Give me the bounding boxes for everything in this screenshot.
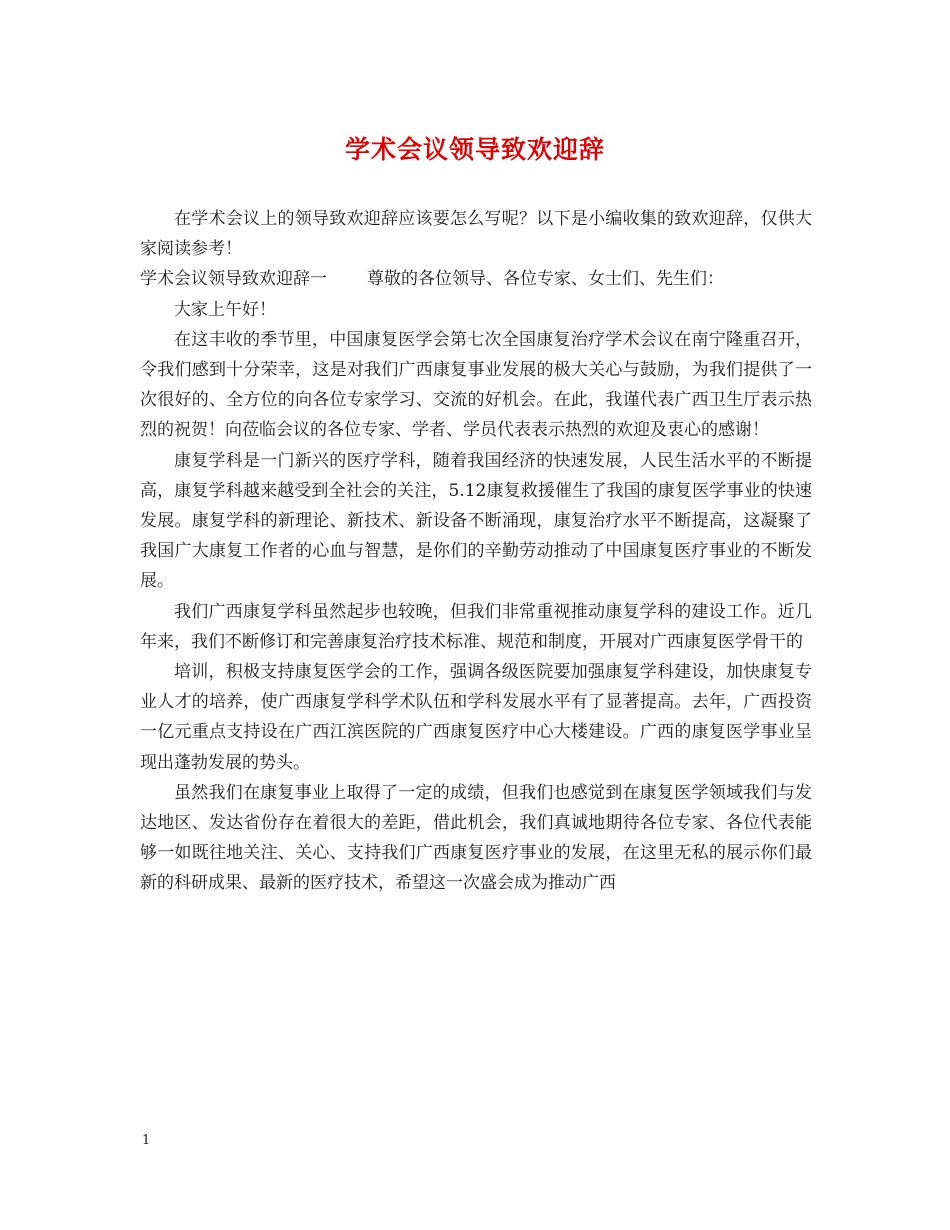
intro-paragraph: 在学术会议上的领导致欢迎辞应该要怎么写呢？以下是小编收集的致欢迎辞，仅供大家阅读参考！ xyxy=(140,209,812,260)
page-number: 1 xyxy=(142,1133,151,1148)
paragraph-2: 康复学科是一门新兴的医疗学科，随着我国经济的快速发展，人民生活水平的不断提高，康复学科越来越受到全社会的关注，5.12康复救援催生了我国的康复医学事业的快速发展。康复学科的新理论、新技术、新设备不断涌现，康复治疗水平不断提高，这凝聚了我国广大康复工作者的心血与智慧，是你们的辛勤劳动推动了中国康复医疗事业的不断发展。 xyxy=(140,450,812,592)
paragraph-4: 培训，积极支持康复医学会的工作，强调各级医院要加强康复学科建设，加快康复专业人才的培养，使广西康复学科学术队伍和学科发展水平有了显著提高。去年，广西投资一亿元重点支持设在广西江滨医院的广西康复医疗中心大楼建设。广西的康复医学事业呈现出蓬勃发展的势头。 xyxy=(140,662,812,773)
paragraph-3: 我们广西康复学科虽然起步也较晚，但我们非常重视推动康复学科的建设工作。近几年来，我们不断修订和完善康复治疗技术标准、规范和制度，开展对广西康复医学骨干的 xyxy=(140,601,812,652)
document-title: 学术会议领导致欢迎辞 xyxy=(344,135,605,164)
section-heading-line xyxy=(140,264,812,294)
salutation: 尊敬的各位领导、各位专家、女士们、先生们： xyxy=(367,269,724,290)
document-body xyxy=(140,204,812,899)
paragraph-1: 在这丰收的季节里，中国康复医学会第七次全国康复治疗学术会议在南宁隆重召开，令我们感到十分荣幸，这是对我们广西康复事业发展的极大关心与鼓励，为我们提供了一次很好的、全方位的向各位专家学习、交流的好机会。在此，我谨代表广西卫生厅表示热烈的祝贺！向莅临会议的各位专家、学者、学员代表表示热烈的欢迎及衷心的感谢！ xyxy=(140,329,812,441)
greeting: 大家上午好！ xyxy=(174,299,276,320)
section-heading: 学术会议领导致欢迎辞一 xyxy=(140,269,327,290)
paragraph-5: 虽然我们在康复事业上取得了一定的成绩，但我们也感觉到在康复医学领域我们与发达地区、发达省份存在着很大的差距，借此机会，我们真诚地期待各位专家、各位代表能够一如既往地关注、关心、支持我们广西康复医疗事业的发展，在这里无私的展示你们最新的科研成果、最新的医疗技术，希望这一次盛会成为推动广西 xyxy=(140,782,812,894)
